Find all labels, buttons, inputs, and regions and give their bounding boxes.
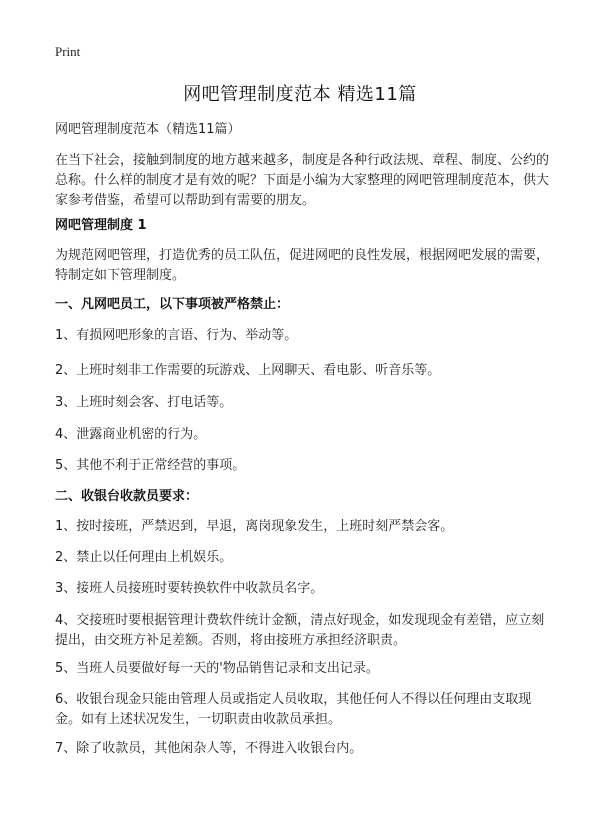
document-subtitle: 网吧管理制度范本（精选11篇） [55,122,241,137]
print-label: Print [55,44,81,59]
list-item: 3、接班人员接班时要转换软件中收款员名字。 [55,581,324,596]
list-item: 1、按时接班，严禁迟到，早退，离岗现象发生，上班时刻严禁会客。 [55,519,454,534]
list-item: 7、除了收款员，其他闲杂人等，不得进入收银台内。 [55,741,363,756]
list-item: 1、有损网吧形象的言语、行为、举动等。 [55,328,298,343]
section-intro-paragraph: 为规范网吧管理，打造优秀的员工队伍，促进网吧的良性发展，根据网吧发展的需要，特制定如下管理制度。 [55,248,550,283]
document-title: 网吧管理制度范本 精选11篇 [183,84,417,105]
list-item: 2、上班时刻非工作需要的玩游戏、上网聊天、看电影、听音乐等。 [55,363,441,378]
list-item: 6、收银台现金只能由管理人员或指定人员收取，其他任何人不得以任何理由支取现金。如有上述状况发生，一切职责由收款员承担。 [55,692,532,727]
list-item: 3、上班时刻会客、打电话等。 [55,395,233,410]
list-item: 4、泄露商业机密的行为。 [55,427,207,442]
list-item: 5、其他不利于正常经营的事项。 [55,458,246,473]
list-item: 2、禁止以任何理由上机娱乐。 [55,550,233,565]
part-heading-prohibitions: 一、凡网吧员工，以下事项被严格禁止： [55,297,290,312]
intro-paragraph: 在当下社会，接触到制度的地方越来越多，制度是各种行政法规、章程、制度、公约的总称。什么样的制度才是有效的呢？下面是小编为大家整理的网吧管理制度范本，供大家参考借鉴，希望可以帮助到有需要的朋友。 [55,153,550,208]
list-item: 4、交接班时要根据管理计费软件统计金额，清点好现金，如发现现金有差错，应立刻提出，由交班方补足差额。否则，将由接班方承担经济职责。 [55,613,545,648]
list-item: 5、当班人员要做好每一天的'物品销售记录和支出记录。 [55,661,379,676]
section-heading: 网吧管理制度 1 [55,218,147,233]
part-heading-cashier: 二、收银台收款员要求： [55,489,199,504]
